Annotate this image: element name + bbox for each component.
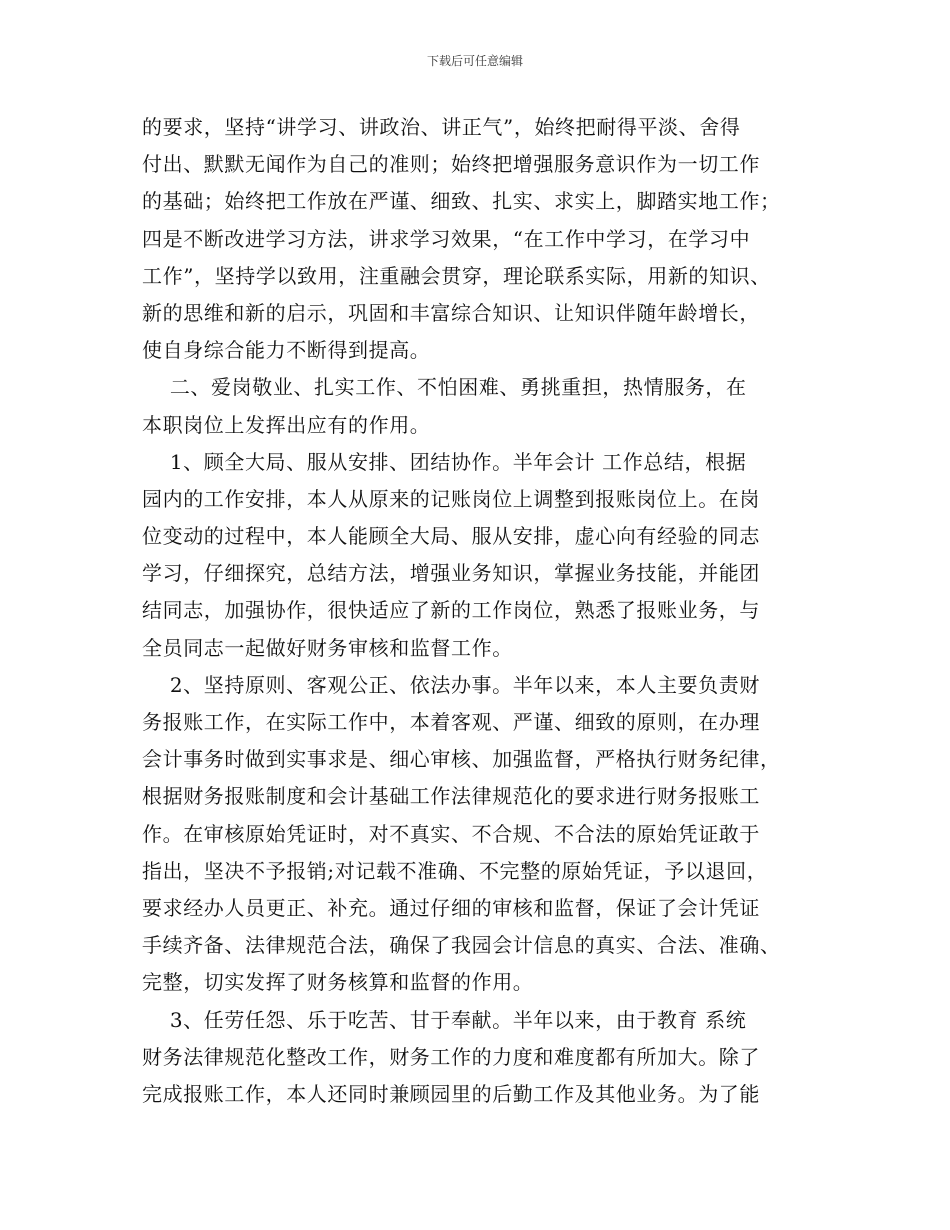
text-line: 完整，切实发挥了财务核算和监督的作用。: [142, 970, 534, 995]
text-line: 位变动的过程中，本人能顾全大局、服从安排，虚心向有经验的同志: [142, 524, 760, 549]
text-line: 3、任劳任怨、乐于吃苦、甘于奉献。半年以来，由于教育 系统: [142, 1007, 747, 1032]
text-line: 1、顾全大局、服从安排、团结协作。半年会计 工作总结，根据: [142, 449, 747, 474]
text-line: 园内的工作安排，本人从原来的记账岗位上调整到报账岗位上。在岗: [142, 486, 760, 511]
text-line: 指出，坚决不予报销;对记载不准确、不完整的原始凭证，予以退回，: [142, 858, 768, 883]
text-line: 工作”，坚持学以致用，注重融会贯穿，理论联系实际，用新的知识、: [142, 263, 771, 288]
text-line: 本职岗位上发挥出应有的作用。: [142, 412, 431, 437]
text-line: 使自身综合能力不断得到提高。: [142, 338, 431, 363]
text-line: 2、坚持原则、客观公正、依法办事。半年以来，本人主要负责财: [142, 672, 760, 697]
text-line: 新的思维和新的启示，巩固和丰富综合知识、让知识伴随年龄增长，: [142, 300, 760, 325]
text-line: 四是不断改进学习方法，讲求学习效果，“在工作中学习，在学习中: [142, 226, 751, 251]
text-line: 务报账工作，在实际工作中，本着客观、严谨、细致的原则，在办理: [142, 710, 760, 734]
text-line: 要求经办人员更正、补充。通过仔细的审核和监督，保证了会计凭证: [142, 895, 760, 920]
text-line: 结同志，加强协作，很快适应了新的工作岗位，熟悉了报账业务，与: [142, 598, 760, 623]
text-line: 作。在审核原始凭证时，对不真实、不合规、不合法的原始凭证敢于: [142, 821, 760, 846]
page-header: 下载后可任意编辑: [426, 54, 523, 68]
text-line: 全员同志一起做好财务审核和监督工作。: [142, 635, 513, 660]
text-line: 二、爱岗敬业、扎实工作、不怕困难、勇挑重担，热情服务，在: [142, 375, 747, 400]
text-line: 的基础；始终把工作放在严谨、细致、扎实、求实上，脚踏实地工作；: [142, 189, 781, 214]
text-line: 完成报账工作，本人还同时兼顾园里的后勤工作及其他业务。为了能: [142, 1081, 760, 1106]
text-line: 会计事务时做到实事求是、细心审核、加强监督，严格执行财务纪律，: [142, 747, 781, 772]
body-text: [142, 109, 812, 1113]
text-line: 付出、默默无闻作为自己的准则；始终把增强服务意识作为一切工作: [142, 152, 760, 177]
text-line: 根据财务报账制度和会计基础工作法律规范化的要求进行财务报账工: [142, 784, 760, 809]
text-line: 的要求，坚持“讲学习、讲政治、讲正气”，始终把耐得平淡、舍得: [142, 115, 741, 139]
text-line: 财务法律规范化整改工作，财务工作的力度和难度都有所加大。除了: [142, 1044, 760, 1069]
text-line: 学习，仔细探究，总结方法，增强业务知识，掌握业务技能，并能团: [142, 561, 760, 586]
text-line: 手续齐备、法律规范合法，确保了我园会计信息的真实、合法、准确、: [142, 933, 781, 958]
